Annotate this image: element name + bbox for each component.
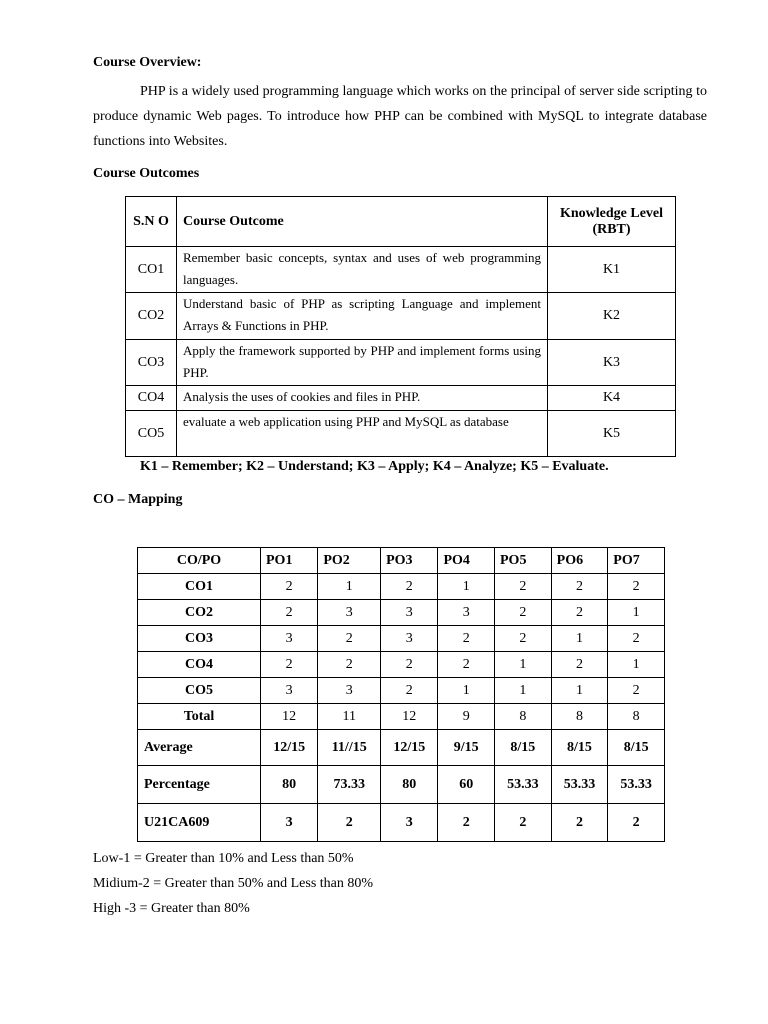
table-row: [138, 626, 665, 652]
mapping-cell: 2: [318, 652, 381, 678]
table-row: [126, 293, 676, 340]
table-row: [138, 652, 665, 678]
row-label: Total: [138, 704, 261, 730]
co-level: K1: [548, 247, 676, 293]
co-level: K2: [548, 293, 676, 340]
table-row: [126, 411, 676, 457]
mapping-cell: 9: [438, 704, 495, 730]
knowledge-level-legend: K1 – Remember; K2 – Understand; K3 – Apply; K4 – Analyze; K5 – Evaluate.: [140, 459, 609, 474]
header-knowledge-level: Knowledge Level (RBT): [548, 197, 676, 247]
mapping-cell: 3: [318, 600, 381, 626]
mapping-cell: 2: [381, 574, 438, 600]
row-label: CO3: [138, 626, 261, 652]
mapping-cell: 11: [318, 704, 381, 730]
mapping-cell: 2: [381, 652, 438, 678]
mapping-cell: 3: [261, 804, 318, 842]
header-po: PO2: [318, 548, 381, 574]
mapping-cell: 3: [318, 678, 381, 704]
mapping-cell: 2: [551, 574, 608, 600]
mapping-cell: 8/15: [608, 730, 665, 766]
header-co-po: CO/PO: [138, 548, 261, 574]
mapping-cell: 12: [381, 704, 438, 730]
mapping-header-row: [138, 548, 665, 574]
mapping-cell: 2: [381, 678, 438, 704]
co-description: Understand basic of PHP as scripting Language and implement Arrays & Functions in PHP.: [177, 293, 548, 340]
mapping-cell: 1: [438, 678, 495, 704]
course-outcomes-table: [125, 196, 676, 457]
mapping-cell: 1: [551, 678, 608, 704]
row-label: Percentage: [138, 766, 261, 804]
header-course-outcome: Course Outcome: [177, 197, 548, 247]
mapping-cell: 2: [608, 574, 665, 600]
mapping-cell: 2: [438, 652, 495, 678]
scale-low: Low-1 = Greater than 10% and Less than 50%: [93, 851, 354, 866]
header-po: PO1: [261, 548, 318, 574]
co-id: CO4: [126, 386, 177, 411]
mapping-cell: 2: [261, 652, 318, 678]
co-mapping-heading: CO – Mapping: [93, 492, 183, 507]
mapping-cell: 3: [438, 600, 495, 626]
course-outcomes-heading: Course Outcomes: [93, 166, 200, 181]
mapping-cell: 2: [261, 600, 318, 626]
table-row: [138, 574, 665, 600]
mapping-cell: 1: [495, 678, 552, 704]
header-po: PO4: [438, 548, 495, 574]
header-sno: S.N O: [126, 197, 177, 247]
co-id: CO1: [126, 247, 177, 293]
course-code-label: U21CA609: [138, 804, 261, 842]
table-row: [126, 247, 676, 293]
mapping-cell: 53.33: [495, 766, 552, 804]
mapping-cell: 8: [608, 704, 665, 730]
mapping-cell: 2: [318, 804, 381, 842]
table-row: [126, 340, 676, 386]
co-id: CO2: [126, 293, 177, 340]
table-row: [138, 600, 665, 626]
co-id: CO3: [126, 340, 177, 386]
mapping-cell: 2: [495, 574, 552, 600]
mapping-cell: 2: [608, 804, 665, 842]
table-row: [138, 678, 665, 704]
mapping-cell: 8: [551, 704, 608, 730]
mapping-cell: 2: [608, 626, 665, 652]
mapping-cell: 8/15: [495, 730, 552, 766]
mapping-cell: 1: [608, 600, 665, 626]
course-overview-heading: Course Overview:: [93, 55, 202, 70]
mapping-cell: 2: [495, 600, 552, 626]
scale-medium: Midium-2 = Greater than 50% and Less than 80%: [93, 876, 374, 891]
table-row: [138, 704, 665, 730]
mapping-cell: 2: [551, 804, 608, 842]
mapping-cell: 1: [495, 652, 552, 678]
mapping-cell: 3: [261, 678, 318, 704]
co-id: CO5: [126, 411, 177, 457]
co-level: K5: [548, 411, 676, 457]
co-level: K3: [548, 340, 676, 386]
mapping-cell: 8/15: [551, 730, 608, 766]
course-code-row: [138, 804, 665, 842]
mapping-cell: 1: [318, 574, 381, 600]
mapping-cell: 2: [318, 626, 381, 652]
row-label: CO5: [138, 678, 261, 704]
header-po: PO6: [551, 548, 608, 574]
mapping-cell: 2: [551, 600, 608, 626]
mapping-cell: 2: [261, 574, 318, 600]
mapping-cell: 1: [551, 626, 608, 652]
mapping-cell: 11//15: [318, 730, 381, 766]
mapping-cell: 9/15: [438, 730, 495, 766]
mapping-cell: 3: [261, 626, 318, 652]
mapping-cell: 1: [438, 574, 495, 600]
mapping-cell: 2: [551, 652, 608, 678]
mapping-cell: 8: [495, 704, 552, 730]
mapping-cell: 2: [495, 626, 552, 652]
mapping-cell: 60: [438, 766, 495, 804]
mapping-cell: 12/15: [381, 730, 438, 766]
mapping-cell: 2: [608, 678, 665, 704]
co-description: evaluate a web application using PHP and MySQL as database: [177, 411, 548, 457]
mapping-cell: 1: [608, 652, 665, 678]
mapping-cell: 12: [261, 704, 318, 730]
row-label: CO2: [138, 600, 261, 626]
co-description: Analysis the uses of cookies and files in PHP.: [177, 386, 548, 411]
co-description: Apply the framework supported by PHP and implement forms using PHP.: [177, 340, 548, 386]
mapping-cell: 53.33: [551, 766, 608, 804]
average-row: [138, 730, 665, 766]
mapping-cell: 3: [381, 804, 438, 842]
percentage-row: [138, 766, 665, 804]
mapping-cell: 3: [381, 626, 438, 652]
mapping-cell: 2: [495, 804, 552, 842]
row-label: CO1: [138, 574, 261, 600]
header-po: PO5: [495, 548, 552, 574]
mapping-cell: 53.33: [608, 766, 665, 804]
mapping-cell: 73.33: [318, 766, 381, 804]
table-row: [126, 386, 676, 411]
mapping-cell: 80: [261, 766, 318, 804]
mapping-cell: 2: [438, 804, 495, 842]
mapping-cell: 2: [438, 626, 495, 652]
mapping-cell: 12/15: [261, 730, 318, 766]
header-po: PO7: [608, 548, 665, 574]
course-overview-paragraph: PHP is a widely used programming language which works on the principal of server side scripting to produce dynamic Web pages. To introduce how PHP can be combined with MySQL to integrate database functions into Websites.: [93, 84, 707, 149]
mapping-cell: 80: [381, 766, 438, 804]
outcomes-header-row: [126, 197, 676, 247]
header-po: PO3: [381, 548, 438, 574]
row-label: Average: [138, 730, 261, 766]
row-label: CO4: [138, 652, 261, 678]
co-level: K4: [548, 386, 676, 411]
co-po-mapping-table: [137, 547, 665, 842]
scale-high: High -3 = Greater than 80%: [93, 901, 250, 916]
co-description: Remember basic concepts, syntax and uses of web programming languages.: [177, 247, 548, 293]
mapping-cell: 3: [381, 600, 438, 626]
